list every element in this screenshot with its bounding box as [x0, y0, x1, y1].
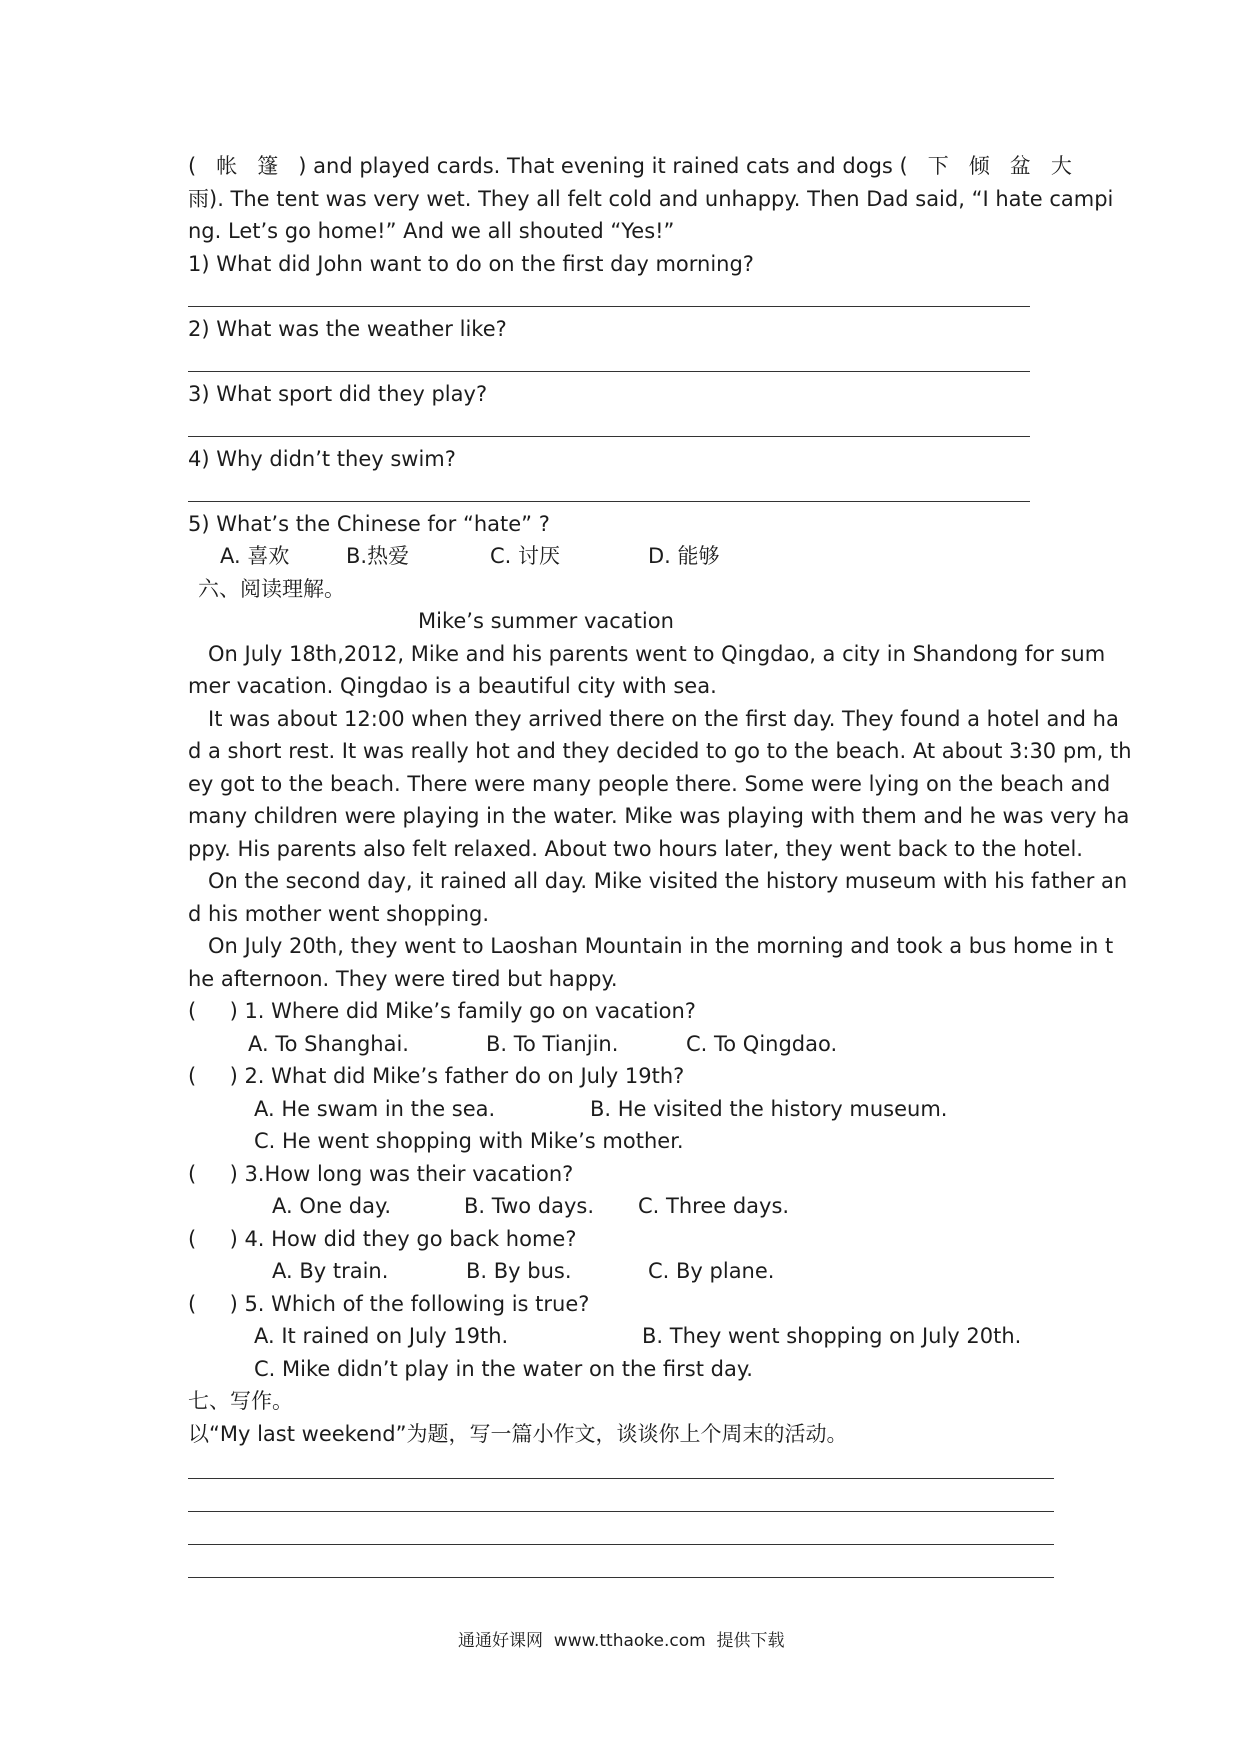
- mc-option: B. He visited the history museum.: [590, 1097, 948, 1121]
- mc-option: C. Mike didn’t play in the water on the first day.: [254, 1357, 753, 1381]
- answer-line: [188, 371, 1030, 372]
- question: 1) What did John want to do on the first day morning?: [188, 252, 754, 276]
- option: D. 能够: [648, 544, 720, 568]
- mc-option: C. He went shopping with Mike’s mother.: [254, 1129, 684, 1153]
- mc-option: A. By train.: [272, 1259, 389, 1283]
- writing-line: [188, 1577, 1054, 1578]
- question: 3) What sport did they play?: [188, 382, 488, 406]
- paragraph-line: On July 18th,2012, Mike and his parents went to Qingdao, a city in Shandong for sum: [188, 642, 1106, 666]
- paragraph-line: many children were playing in the water. Mike was playing with them and he was very ha: [188, 804, 1130, 828]
- writing-line: [188, 1478, 1054, 1479]
- paragraph-line: he afternoon. They were tired but happy.: [188, 967, 618, 991]
- paragraph-line: ppy. His parents also felt relaxed. About two hours later, they went back to the hotel.: [188, 837, 1083, 861]
- writing-line: [188, 1511, 1054, 1512]
- option: B.热爱: [346, 544, 410, 568]
- paragraph-line: It was about 12:00 when they arrived there on the first day. They found a hotel and ha: [188, 707, 1119, 731]
- writing-prompt: 以“My last weekend”为题，写一篇小作文，谈谈你上个周末的活动。: [188, 1422, 848, 1446]
- mc-option: C. Three days.: [638, 1194, 790, 1218]
- mc-question: ( ) 5. Which of the following is true?: [188, 1292, 590, 1316]
- answer-line: [188, 501, 1030, 502]
- mc-option: B. By bus.: [466, 1259, 572, 1283]
- section-heading: 七、写作。: [188, 1389, 293, 1413]
- option: C. 讨厌: [490, 544, 561, 568]
- mc-option: C. To Qingdao.: [686, 1032, 838, 1056]
- mc-option: A. One day.: [272, 1194, 392, 1218]
- mc-option: A. To Shanghai.: [248, 1032, 409, 1056]
- footer-credit: 通通好课网 www.tthaoke.com 提供下载: [458, 1631, 785, 1651]
- mc-question: ( ) 2. What did Mike’s father do on July 19th?: [188, 1064, 685, 1088]
- paragraph-line: d his mother went shopping.: [188, 902, 490, 926]
- mc-question: ( ) 1. Where did Mike’s family go on vacation?: [188, 999, 696, 1023]
- paragraph-line: On the second day, it rained all day. Mike visited the history museum with his father an: [188, 869, 1128, 893]
- answer-line: [188, 436, 1030, 437]
- mc-option: B. To Tianjin.: [486, 1032, 619, 1056]
- mc-option: C. By plane.: [648, 1259, 775, 1283]
- answer-line: [188, 306, 1030, 307]
- mc-question: ( ) 4. How did they go back home?: [188, 1227, 577, 1251]
- passage-line: 雨). The tent was very wet. They all felt cold and unhappy. Then Dad said, “I hate campi: [188, 187, 1114, 211]
- mc-option: A. It rained on July 19th.: [254, 1324, 509, 1348]
- paragraph-line: ey got to the beach. There were many people there. Some were lying on the beach and: [188, 772, 1111, 796]
- writing-line: [188, 1544, 1054, 1545]
- paragraph-line: On July 20th, they went to Laoshan Mountain in the morning and took a bus home in t: [188, 934, 1114, 958]
- passage-line: ng. Let’s go home!” And we all shouted “Yes!”: [188, 219, 675, 243]
- question: 4) Why didn’t they swim?: [188, 447, 456, 471]
- mc-option: A. He swam in the sea.: [254, 1097, 496, 1121]
- question: 5) What’s the Chinese for “hate” ?: [188, 512, 550, 536]
- passage-line: ( 帐 篷 ) and played cards. That evening it rained cats and dogs ( 下 倾 盆 大: [188, 154, 1072, 178]
- mc-option: B. They went shopping on July 20th.: [642, 1324, 1022, 1348]
- passage-title: Mike’s summer vacation: [418, 609, 674, 633]
- mc-option: B. Two days.: [464, 1194, 595, 1218]
- question: 2) What was the weather like?: [188, 317, 507, 341]
- section-heading: 六、阅读理解。: [198, 577, 345, 601]
- paragraph-line: d a short rest. It was really hot and they decided to go to the beach. At about 3:30 pm, th: [188, 739, 1132, 763]
- option: A. 喜欢: [220, 544, 290, 568]
- mc-question: ( ) 3.How long was their vacation?: [188, 1162, 574, 1186]
- paragraph-line: mer vacation. Qingdao is a beautiful city with sea.: [188, 674, 717, 698]
